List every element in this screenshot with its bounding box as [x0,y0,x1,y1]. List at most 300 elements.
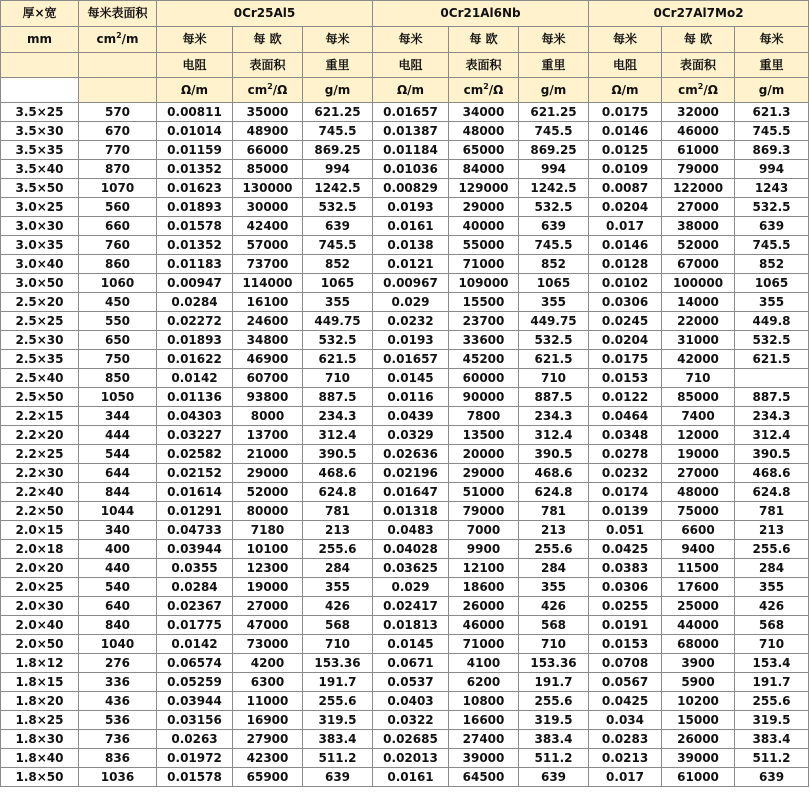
resistance-cell: 0.0161 [373,768,449,787]
size-cell: 2.0×15 [1,521,79,540]
resistance-cell: 0.0145 [373,635,449,654]
surface-cell: 73700 [233,255,303,274]
resistance-cell: 0.0146 [589,236,662,255]
col-label: 每米 [735,27,809,53]
area-unit: $cm^2/m$ [79,27,157,53]
resistance-cell: 0.0138 [373,236,449,255]
size-cell: 3.0×50 [1,274,79,293]
weight-cell: 781 [303,502,373,521]
surface-cell: 26000 [449,597,519,616]
weight-cell: 255.6 [303,692,373,711]
weight-cell: 745.5 [519,122,589,141]
resistance-cell: 0.0403 [373,692,449,711]
weight-cell: 781 [735,502,809,521]
surface-cell: 84000 [449,160,519,179]
area-cell: 1036 [79,768,157,787]
table-row [1,407,809,426]
col-label: 重里 [303,53,373,78]
resistance-cell: 0.01352 [157,236,233,255]
surface-cell: 29000 [449,198,519,217]
resistance-cell: 0.0263 [157,730,233,749]
unit-resistance: Ω/m [373,78,449,103]
weight-cell: 355 [519,578,589,597]
area-cell: 540 [79,578,157,597]
size-cell: 2.5×35 [1,350,79,369]
resistance-cell: 0.029 [373,293,449,312]
area-cell: 660 [79,217,157,236]
table-row [1,160,809,179]
table-row [1,331,809,350]
weight-cell: 781 [519,502,589,521]
area-cell: 650 [79,331,157,350]
surface-cell: 31000 [662,331,735,350]
table-row [1,293,809,312]
resistance-cell: 0.01014 [157,122,233,141]
col-label: 电阻 [373,53,449,78]
weight-cell: 568 [303,616,373,635]
resistance-cell: 0.0175 [589,103,662,122]
size-cell: 2.2×15 [1,407,79,426]
weight-cell: 532.5 [735,198,809,217]
surface-cell: 24600 [233,312,303,331]
col-label: 表面积 [662,53,735,78]
resistance-cell: 0.01657 [373,350,449,369]
weight-cell: 621.25 [519,103,589,122]
weight-cell [735,369,809,388]
weight-cell: 355 [735,293,809,312]
resistance-cell: 0.0306 [589,293,662,312]
surface-cell: 13700 [233,426,303,445]
weight-cell: 312.4 [303,426,373,445]
resistance-cell: 0.04303 [157,407,233,426]
resistance-cell: 0.034 [589,711,662,730]
size-cell: 2.0×30 [1,597,79,616]
surface-cell: 55000 [449,236,519,255]
table-row [1,578,809,597]
size-unit: mm [1,27,79,53]
table-row [1,635,809,654]
area-cell: 570 [79,103,157,122]
surface-cell: 71000 [449,635,519,654]
header-row-units-2 [1,78,809,103]
weight-cell: 887.5 [303,388,373,407]
alloy-header: 0Cr21Al6Nb [373,1,589,27]
size-cell: 2.5×40 [1,369,79,388]
size-cell: 3.0×25 [1,198,79,217]
resistance-cell: 0.01614 [157,483,233,502]
resistance-cell: 0.0355 [157,559,233,578]
surface-cell: 42400 [233,217,303,236]
weight-cell: 383.4 [735,730,809,749]
surface-cell: 61000 [662,768,735,787]
surface-cell: 65900 [233,768,303,787]
surface-cell: 18600 [449,578,519,597]
weight-cell: 153.36 [519,654,589,673]
surface-cell: 38000 [662,217,735,236]
weight-cell: 426 [303,597,373,616]
size-cell: 1.8×50 [1,768,79,787]
empty-cell [79,78,157,103]
header-row-alloys [1,1,809,27]
resistance-cell: 0.0537 [373,673,449,692]
area-cell: 536 [79,711,157,730]
resistance-cell: 0.02417 [373,597,449,616]
table-row [1,103,809,122]
table-row [1,141,809,160]
surface-cell: 60000 [449,369,519,388]
table-row [1,597,809,616]
resistance-cell: 0.0284 [157,293,233,312]
weight-cell: 621.3 [735,103,809,122]
weight-cell: 621.5 [735,350,809,369]
resistance-cell: 0.00829 [373,179,449,198]
resistance-cell: 0.0439 [373,407,449,426]
weight-cell: 234.3 [519,407,589,426]
resistance-cell: 0.04028 [373,540,449,559]
weight-cell: 639 [303,217,373,236]
area-cell: 340 [79,521,157,540]
size-cell: 3.0×40 [1,255,79,274]
size-cell: 1.8×12 [1,654,79,673]
surface-cell: 61000 [662,141,735,160]
weight-cell: 745.5 [735,122,809,141]
resistance-cell: 0.0193 [373,331,449,350]
resistance-cell: 0.017 [589,217,662,236]
weight-cell: 213 [519,521,589,540]
surface-cell: 114000 [233,274,303,293]
weight-cell: 255.6 [519,540,589,559]
table-row [1,692,809,711]
surface-cell: 12000 [662,426,735,445]
resistance-cell: 0.0425 [589,540,662,559]
size-cell: 3.0×35 [1,236,79,255]
resistance-cell: 0.02685 [373,730,449,749]
size-cell: 1.8×20 [1,692,79,711]
size-cell: 2.2×20 [1,426,79,445]
resistance-cell: 0.02367 [157,597,233,616]
header-row-labels-2 [1,53,809,78]
surface-cell: 75000 [662,502,735,521]
area-cell: 860 [79,255,157,274]
weight-cell: 710 [735,635,809,654]
weight-cell: 852 [519,255,589,274]
surface-cell: 57000 [233,236,303,255]
size-cell: 2.2×25 [1,445,79,464]
surface-cell: 12300 [233,559,303,578]
resistance-cell: 0.02013 [373,749,449,768]
resistance-cell: 0.0174 [589,483,662,502]
resistance-cell: 0.0191 [589,616,662,635]
area-cell: 840 [79,616,157,635]
size-cell: 2.0×50 [1,635,79,654]
surface-cell: 19000 [233,578,303,597]
weight-cell: 319.5 [519,711,589,730]
size-cell: 2.5×25 [1,312,79,331]
area-cell: 870 [79,160,157,179]
area-cell: 844 [79,483,157,502]
weight-cell: 284 [303,559,373,578]
resistance-cell: 0.0213 [589,749,662,768]
size-header: 厚×宽 [1,1,79,27]
resistance-cell: 0.0329 [373,426,449,445]
surface-cell: 33600 [449,331,519,350]
resistance-cell: 0.01775 [157,616,233,635]
area-cell: 560 [79,198,157,217]
weight-cell: 568 [519,616,589,635]
table-row [1,749,809,768]
surface-cell: 48000 [449,122,519,141]
weight-cell: 383.4 [519,730,589,749]
col-label: 电阻 [589,53,662,78]
surface-cell: 12100 [449,559,519,578]
resistance-cell: 0.0708 [589,654,662,673]
weight-cell: 426 [519,597,589,616]
weight-cell: 383.4 [303,730,373,749]
surface-cell: 67000 [662,255,735,274]
surface-cell: 52000 [233,483,303,502]
weight-cell: 568 [735,616,809,635]
area-cell: 850 [79,369,157,388]
area-cell: 770 [79,141,157,160]
weight-cell: 1243 [735,179,809,198]
resistance-cell: 0.0322 [373,711,449,730]
size-cell: 2.5×30 [1,331,79,350]
surface-cell: 60700 [233,369,303,388]
surface-cell: 6600 [662,521,735,540]
resistance-cell: 0.0175 [589,350,662,369]
size-cell: 3.5×25 [1,103,79,122]
weight-cell: 710 [519,635,589,654]
table-row [1,616,809,635]
surface-cell: 71000 [449,255,519,274]
area-cell: 836 [79,749,157,768]
weight-cell: 234.3 [735,407,809,426]
unit-weight: g/m [303,78,373,103]
surface-cell: 13500 [449,426,519,445]
weight-cell: 532.5 [303,331,373,350]
weight-cell: 449.8 [735,312,809,331]
weight-cell: 153.4 [735,654,809,673]
surface-cell: 25000 [662,597,735,616]
surface-cell: 34000 [449,103,519,122]
weight-cell: 153.36 [303,654,373,673]
resistance-cell: 0.0245 [589,312,662,331]
weight-cell: 191.7 [303,673,373,692]
table-row [1,521,809,540]
resistance-cell: 0.017 [589,768,662,787]
resistance-cell: 0.0153 [589,635,662,654]
size-cell: 2.2×40 [1,483,79,502]
surface-cell: 15000 [662,711,735,730]
weight-cell: 887.5 [519,388,589,407]
table-row [1,179,809,198]
weight-cell: 355 [303,578,373,597]
weight-cell: 532.5 [519,331,589,350]
weight-cell: 213 [303,521,373,540]
surface-cell: 79000 [449,502,519,521]
surface-cell: 68000 [662,635,735,654]
weight-cell: 390.5 [735,445,809,464]
weight-cell: 390.5 [519,445,589,464]
table-body [1,103,809,787]
surface-cell: 48000 [662,483,735,502]
size-cell: 3.0×30 [1,217,79,236]
surface-cell: 20000 [449,445,519,464]
area-cell: 1040 [79,635,157,654]
weight-cell: 255.6 [735,540,809,559]
table-row [1,426,809,445]
resistance-cell: 0.06574 [157,654,233,673]
size-cell: 3.5×30 [1,122,79,141]
table-row [1,369,809,388]
unit-surface: $cm^2/\Omega$ [662,78,735,103]
resistance-cell: 0.01622 [157,350,233,369]
table-row [1,122,809,141]
alloy-header: 0Cr27Al7Mo2 [589,1,809,27]
col-label: 每米 [303,27,373,53]
weight-cell: 255.6 [519,692,589,711]
col-label: 每米 [157,27,233,53]
resistance-cell: 0.01183 [157,255,233,274]
size-cell: 3.5×35 [1,141,79,160]
surface-cell: 23700 [449,312,519,331]
surface-cell: 42000 [662,350,735,369]
surface-cell: 4200 [233,654,303,673]
weight-cell: 745.5 [303,236,373,255]
resistance-cell: 0.0306 [589,578,662,597]
resistance-cell: 0.0125 [589,141,662,160]
alloy-header: 0Cr25Al5 [157,1,373,27]
area-cell: 1050 [79,388,157,407]
area-cell: 1060 [79,274,157,293]
weight-cell: 532.5 [519,198,589,217]
resistance-cell: 0.0383 [589,559,662,578]
weight-cell: 639 [735,768,809,787]
surface-cell: 22000 [662,312,735,331]
table-row [1,217,809,236]
resistance-cell: 0.01893 [157,198,233,217]
weight-cell: 319.5 [303,711,373,730]
surface-cell: 27000 [662,464,735,483]
weight-cell: 710 [519,369,589,388]
surface-cell: 52000 [662,236,735,255]
weight-cell: 994 [303,160,373,179]
surface-cell: 14000 [662,293,735,312]
weight-cell: 1065 [735,274,809,293]
table-row [1,559,809,578]
weight-cell: 869.3 [735,141,809,160]
surface-cell: 46900 [233,350,303,369]
empty-cell [1,78,79,103]
resistance-cell: 0.0284 [157,578,233,597]
table-row [1,768,809,787]
surface-cell: 65000 [449,141,519,160]
area-cell: 444 [79,426,157,445]
surface-cell: 710 [662,369,735,388]
table-row [1,540,809,559]
weight-cell: 468.6 [735,464,809,483]
resistance-cell: 0.0109 [589,160,662,179]
table-row [1,312,809,331]
resistance-cell: 0.02196 [373,464,449,483]
area-cell: 640 [79,597,157,616]
weight-cell: 213 [735,521,809,540]
surface-cell: 93800 [233,388,303,407]
weight-cell: 355 [735,578,809,597]
weight-cell: 312.4 [519,426,589,445]
surface-cell: 15500 [449,293,519,312]
resistance-cell: 0.0283 [589,730,662,749]
header-row-units-1 [1,27,809,53]
col-label: 每 欧 [449,27,519,53]
area-cell: 544 [79,445,157,464]
weight-cell: 511.2 [519,749,589,768]
col-label: 电阻 [157,53,233,78]
surface-cell: 27000 [662,198,735,217]
weight-cell: 710 [303,369,373,388]
surface-cell: 42300 [233,749,303,768]
surface-cell: 26000 [662,730,735,749]
weight-cell: 994 [519,160,589,179]
resistance-cell: 0.01578 [157,768,233,787]
surface-cell: 39000 [449,749,519,768]
resistance-cell: 0.01318 [373,502,449,521]
resistance-cell: 0.03625 [373,559,449,578]
surface-cell: 19000 [662,445,735,464]
resistance-cell: 0.0161 [373,217,449,236]
area-header: 每米表面积 [79,1,157,27]
surface-cell: 51000 [449,483,519,502]
surface-cell: 122000 [662,179,735,198]
resistance-cell: 0.0671 [373,654,449,673]
surface-cell: 48900 [233,122,303,141]
surface-cell: 7800 [449,407,519,426]
table-row [1,236,809,255]
resistance-cell: 0.0102 [589,274,662,293]
resistance-cell: 0.04733 [157,521,233,540]
resistance-cell: 0.0146 [589,122,662,141]
size-cell: 1.8×30 [1,730,79,749]
resistance-cell: 0.0232 [589,464,662,483]
weight-cell: 624.8 [735,483,809,502]
surface-cell: 109000 [449,274,519,293]
table-row [1,711,809,730]
resistance-cell: 0.02152 [157,464,233,483]
surface-cell: 73000 [233,635,303,654]
weight-cell: 191.7 [519,673,589,692]
surface-cell: 130000 [233,179,303,198]
area-cell: 550 [79,312,157,331]
resistance-cell: 0.01291 [157,502,233,521]
resistance-cell: 0.029 [373,578,449,597]
col-label: 重里 [519,53,589,78]
resistance-cell: 0.02272 [157,312,233,331]
area-cell: 760 [79,236,157,255]
resistance-cell: 0.0425 [589,692,662,711]
weight-cell: 390.5 [303,445,373,464]
weight-cell: 426 [735,597,809,616]
weight-cell: 255.6 [735,692,809,711]
area-cell: 736 [79,730,157,749]
surface-cell: 129000 [449,179,519,198]
weight-cell: 869.25 [519,141,589,160]
size-cell: 1.8×40 [1,749,79,768]
area-cell: 440 [79,559,157,578]
weight-cell: 355 [519,293,589,312]
col-label: 表面积 [449,53,519,78]
resistance-cell: 0.0464 [589,407,662,426]
table-row [1,730,809,749]
